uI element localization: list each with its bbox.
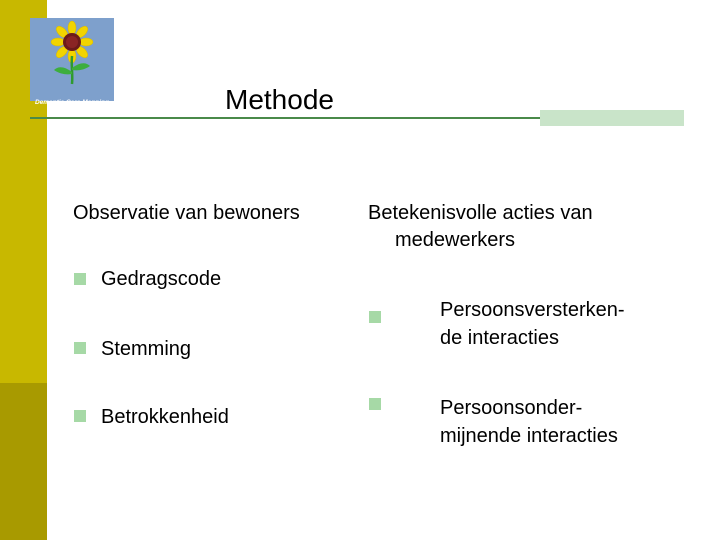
logo-text: Dementia Care Mapping xyxy=(34,99,110,106)
square-bullet-icon xyxy=(74,410,86,422)
right-column-heading-line2: medewerkers xyxy=(395,229,516,251)
sunflower-icon xyxy=(30,18,114,101)
dementia-care-mapping-logo xyxy=(30,18,114,113)
list-item-stemming: Stemming xyxy=(101,338,192,360)
logo-subtext: CDCM xyxy=(82,108,94,113)
square-bullet-icon xyxy=(369,398,381,410)
list-item-betrokkenheid: Betrokkenheid xyxy=(101,406,229,428)
left-accent-band-lower xyxy=(0,383,47,540)
square-bullet-icon xyxy=(74,273,86,285)
title-divider-accent xyxy=(540,110,684,126)
square-bullet-icon xyxy=(74,342,86,354)
right-column-heading-line1: Betekenisvolle acties van xyxy=(368,202,593,224)
square-bullet-icon xyxy=(369,311,381,323)
list-item-persoonsondermijnende-line1: Persoonsonder- xyxy=(440,397,583,419)
list-item-persoonsversterkende-line1: Persoonsversterken- xyxy=(440,299,625,321)
list-item-gedragscode: Gedragscode xyxy=(101,268,222,290)
left-column-heading: Observatie van bewoners xyxy=(73,202,300,224)
list-item-persoonsversterkende-line2: de interacties xyxy=(440,327,559,349)
slide-title: Methode xyxy=(225,84,334,115)
list-item-persoonsondermijnende-line2: mijnende interacties xyxy=(440,425,618,447)
